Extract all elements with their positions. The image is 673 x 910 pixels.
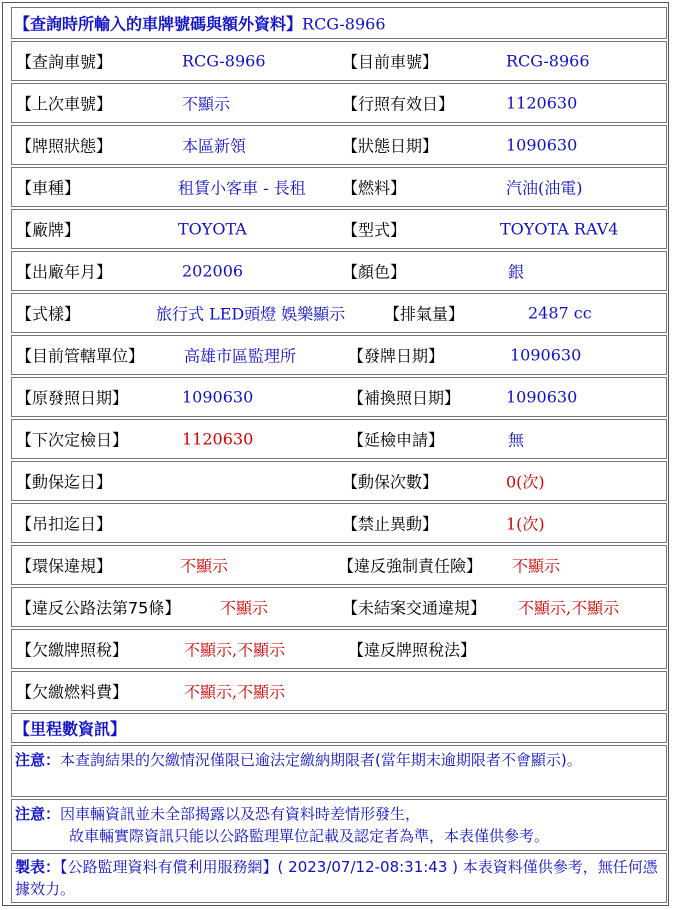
label-displacement: 【排氣量】 bbox=[384, 304, 465, 324]
row-suspension-expiry bbox=[11, 503, 667, 543]
value-reissue-date: 1090630 bbox=[506, 387, 578, 407]
value-license-valid: 1120630 bbox=[506, 93, 578, 113]
row-fuel-fee bbox=[11, 671, 667, 711]
note-2-label: 注意： bbox=[15, 805, 61, 823]
footer-text: ( 2023/07/12-08:31:43 ) 本表資料僅供參考，無任何憑據效力。 bbox=[15, 858, 658, 898]
label-brand: 【廠牌】 bbox=[16, 220, 81, 240]
value-brand: TOYOTA bbox=[178, 219, 247, 239]
footer-source: 【公路監理資料有償利用服務網】 bbox=[60, 858, 278, 876]
label-inspection-extension: 【延檢申請】 bbox=[348, 430, 445, 450]
label-chattel-count: 【動保次數】 bbox=[342, 472, 439, 492]
value-inspection-extension: 無 bbox=[508, 430, 525, 450]
label-highway-act: 【違反公路法第75條】 bbox=[16, 598, 181, 618]
note-1-text: 本查詢結果的欠繳情況僅限已逾法定繳納期限者(當年期末逾期限者不會顯示)。 bbox=[60, 751, 582, 769]
value-highway-act: 不顯示 bbox=[220, 598, 269, 618]
note-1-label: 注意： bbox=[15, 751, 61, 769]
row-jurisdiction bbox=[11, 335, 667, 375]
value-environmental: 不顯示 bbox=[180, 556, 229, 576]
header-row bbox=[11, 7, 667, 39]
mileage-section bbox=[11, 713, 667, 743]
label-license-tax: 【欠繳牌照稅】 bbox=[16, 640, 129, 660]
label-model: 【型式】 bbox=[342, 220, 407, 240]
label-insurance-violation: 【違反強制責任險】 bbox=[338, 556, 483, 576]
label-plate-status: 【牌照狀態】 bbox=[16, 136, 113, 156]
value-color: 銀 bbox=[508, 262, 525, 282]
value-original-issue: 1090630 bbox=[182, 387, 254, 407]
header-plate: RCG-8966 bbox=[302, 14, 386, 34]
row-next-inspection bbox=[11, 419, 667, 459]
mileage-title: 【里程數資訊】 bbox=[14, 719, 127, 739]
note-2 bbox=[11, 799, 667, 851]
value-fuel-fee: 不顯示,不顯示 bbox=[184, 682, 286, 702]
row-style bbox=[11, 293, 667, 333]
label-color: 【顏色】 bbox=[342, 262, 407, 282]
label-original-issue: 【原發照日期】 bbox=[16, 388, 129, 408]
note-1 bbox=[11, 745, 667, 797]
value-chattel-count: 0(次) bbox=[506, 472, 545, 492]
label-fuel-fee: 【欠繳燃料費】 bbox=[16, 682, 129, 702]
label-transfer-ban: 【禁止異動】 bbox=[342, 514, 439, 534]
label-license-valid: 【行照有效日】 bbox=[342, 94, 455, 114]
value-transfer-ban: 1(次) bbox=[506, 514, 545, 534]
report-frame bbox=[2, 2, 669, 906]
label-query-plate: 【查詢車號】 bbox=[16, 52, 113, 72]
label-next-inspection: 【下次定檢日】 bbox=[16, 430, 129, 450]
value-style: 旅行式 LED頭燈 娛樂顯示 bbox=[156, 304, 346, 324]
label-style: 【式樣】 bbox=[16, 304, 81, 324]
note-2-line-2: 故車輛實際資訊只能以公路監理單位記載及認定者為準，本表僅供參考。 bbox=[69, 827, 550, 845]
value-vehicle-type: 租賃小客車 - 長租 bbox=[178, 178, 306, 198]
value-fuel: 汽油(油電) bbox=[506, 178, 583, 198]
label-environmental: 【環保違規】 bbox=[16, 556, 113, 576]
value-next-inspection: 1120630 bbox=[182, 429, 254, 449]
row-plate-status bbox=[11, 125, 667, 165]
row-original-issue bbox=[11, 377, 667, 417]
row-brand bbox=[11, 209, 667, 249]
footer bbox=[11, 853, 667, 903]
label-fuel: 【燃料】 bbox=[342, 178, 407, 198]
value-previous-plate: 不顯示 bbox=[182, 94, 231, 114]
value-query-plate: RCG-8966 bbox=[182, 51, 266, 71]
label-vehicle-type: 【車種】 bbox=[16, 178, 81, 198]
value-status-date: 1090630 bbox=[506, 135, 578, 155]
row-license-tax bbox=[11, 629, 667, 669]
row-plate bbox=[11, 41, 667, 81]
value-license-tax: 不顯示,不顯示 bbox=[184, 640, 286, 660]
value-jurisdiction: 高雄市區監理所 bbox=[184, 346, 297, 366]
note-2-line-1: 因車輛資訊並未全部揭露以及恐有資料時差情形發生， bbox=[60, 805, 421, 823]
value-displacement: 2487 cc bbox=[528, 303, 592, 323]
value-traffic-violation: 不顯示,不顯示 bbox=[518, 598, 620, 618]
label-status-date: 【狀態日期】 bbox=[342, 136, 439, 156]
label-manufacture-date: 【出廠年月】 bbox=[16, 262, 113, 282]
row-environmental bbox=[11, 545, 667, 585]
label-chattel-expiry: 【動保迄日】 bbox=[16, 472, 113, 492]
row-vehicle-type bbox=[11, 167, 667, 207]
value-issue-date: 1090630 bbox=[510, 345, 582, 365]
value-model: TOYOTA RAV4 bbox=[500, 219, 619, 239]
value-plate-status: 本區新領 bbox=[182, 136, 247, 156]
row-highway-act bbox=[11, 587, 667, 627]
footer-label: 製表： bbox=[15, 858, 61, 876]
value-current-plate: RCG-8966 bbox=[506, 51, 590, 71]
row-previous-plate bbox=[11, 83, 667, 123]
label-previous-plate: 【上次車號】 bbox=[16, 94, 113, 114]
label-suspension-expiry: 【吊扣迄日】 bbox=[16, 514, 113, 534]
label-reissue-date: 【補換照日期】 bbox=[348, 388, 461, 408]
label-tax-law-violation: 【違反牌照稅法】 bbox=[348, 640, 477, 660]
value-insurance-violation: 不顯示 bbox=[512, 556, 561, 576]
row-chattel-expiry bbox=[11, 461, 667, 501]
label-issue-date: 【發牌日期】 bbox=[348, 346, 445, 366]
label-current-plate: 【目前車號】 bbox=[342, 52, 439, 72]
label-traffic-violation: 【未結案交通違規】 bbox=[342, 598, 487, 618]
label-jurisdiction: 【目前管轄單位】 bbox=[16, 346, 145, 366]
row-manufacture-date bbox=[11, 251, 667, 291]
value-manufacture-date: 202006 bbox=[182, 261, 244, 281]
header-title: 【查詢時所輸入的車牌號碼與額外資料】 bbox=[14, 14, 303, 34]
